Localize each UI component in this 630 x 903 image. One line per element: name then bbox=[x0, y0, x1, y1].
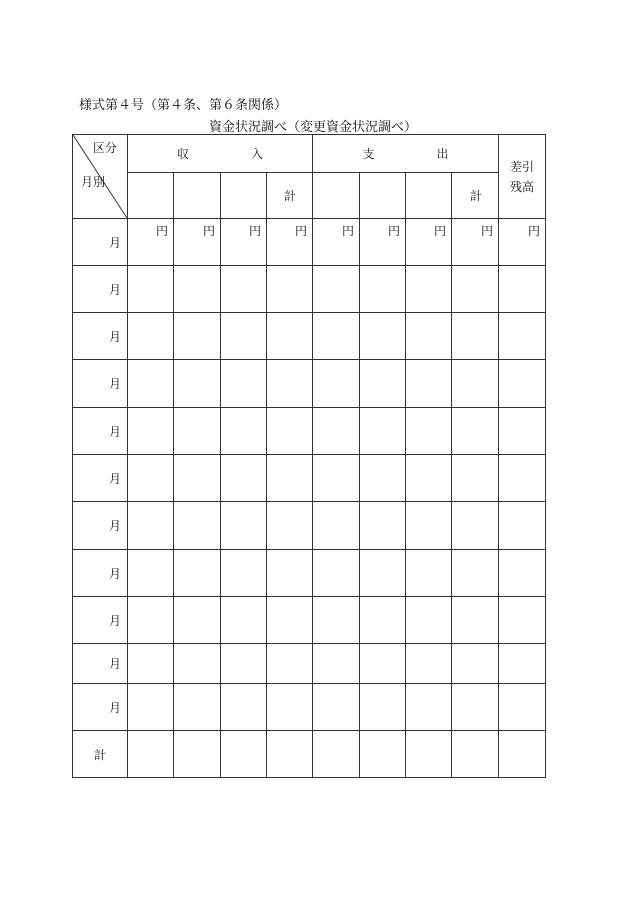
data-cell bbox=[174, 408, 221, 455]
month-row bbox=[73, 550, 546, 597]
data-cell bbox=[128, 408, 174, 455]
fund-status-table bbox=[72, 134, 546, 778]
data-cell bbox=[360, 731, 406, 778]
data-cell bbox=[313, 266, 360, 313]
data-cell bbox=[313, 684, 360, 731]
income-item-cell bbox=[174, 173, 221, 219]
data-cell bbox=[406, 597, 452, 644]
data-cell bbox=[406, 550, 452, 597]
data-cell bbox=[128, 597, 174, 644]
data-cell bbox=[128, 266, 174, 313]
data-cell bbox=[499, 313, 546, 360]
data-cell bbox=[499, 266, 546, 313]
data-cell bbox=[499, 360, 546, 408]
data-cell bbox=[221, 684, 267, 731]
month-label: 月 bbox=[73, 455, 128, 502]
data-cell bbox=[452, 360, 499, 408]
data-cell bbox=[313, 360, 360, 408]
unit-label: 円 bbox=[360, 219, 406, 266]
data-cell bbox=[313, 597, 360, 644]
unit-label: 円 bbox=[267, 219, 313, 266]
unit-label: 円 bbox=[221, 219, 267, 266]
data-cell bbox=[452, 313, 499, 360]
data-cell bbox=[406, 313, 452, 360]
data-cell bbox=[174, 313, 221, 360]
month-row bbox=[73, 684, 546, 731]
data-cell bbox=[128, 455, 174, 502]
data-cell bbox=[406, 455, 452, 502]
month-label: 月 bbox=[73, 360, 128, 408]
unit-label: 円 bbox=[128, 219, 174, 266]
month-label: 月 bbox=[73, 550, 128, 597]
header-row-1 bbox=[73, 135, 546, 173]
month-label: 月 bbox=[73, 313, 128, 360]
data-cell bbox=[174, 550, 221, 597]
data-cell bbox=[313, 455, 360, 502]
month-row bbox=[73, 408, 546, 455]
data-cell bbox=[174, 684, 221, 731]
data-cell bbox=[499, 502, 546, 550]
data-cell bbox=[267, 502, 313, 550]
income-item-cell bbox=[128, 173, 174, 219]
data-cell bbox=[267, 360, 313, 408]
data-cell bbox=[360, 408, 406, 455]
data-cell bbox=[128, 550, 174, 597]
income-header-char-2: 入 bbox=[251, 147, 264, 161]
data-cell bbox=[406, 644, 452, 684]
month-label: 月 bbox=[73, 684, 128, 731]
data-cell bbox=[360, 360, 406, 408]
data-cell bbox=[174, 731, 221, 778]
data-cell bbox=[267, 408, 313, 455]
data-cell bbox=[499, 597, 546, 644]
data-cell bbox=[406, 266, 452, 313]
corner-month-label: 月別 bbox=[81, 175, 106, 189]
income-item-cell bbox=[221, 173, 267, 219]
data-cell bbox=[313, 550, 360, 597]
month-row bbox=[73, 360, 546, 408]
data-cell bbox=[313, 502, 360, 550]
data-cell bbox=[221, 408, 267, 455]
balance-header-line-1: 差引 bbox=[510, 159, 535, 174]
data-cell bbox=[128, 313, 174, 360]
month-row bbox=[73, 597, 546, 644]
month-row bbox=[73, 455, 546, 502]
expense-subtotal-header: 計 bbox=[452, 173, 499, 219]
data-cell bbox=[452, 644, 499, 684]
data-cell bbox=[360, 313, 406, 360]
data-cell bbox=[221, 266, 267, 313]
total-row bbox=[73, 731, 546, 778]
data-cell bbox=[174, 266, 221, 313]
data-cell bbox=[360, 597, 406, 644]
data-cell bbox=[221, 502, 267, 550]
month-label: 月 bbox=[73, 597, 128, 644]
data-cell bbox=[406, 684, 452, 731]
data-cell bbox=[499, 408, 546, 455]
data-cell bbox=[452, 731, 499, 778]
data-cell bbox=[128, 360, 174, 408]
month-label: 月 bbox=[73, 266, 128, 313]
data-cell bbox=[360, 502, 406, 550]
data-cell bbox=[174, 455, 221, 502]
data-cell bbox=[499, 455, 546, 502]
data-cell bbox=[267, 455, 313, 502]
month-row bbox=[73, 219, 546, 266]
data-cell bbox=[499, 550, 546, 597]
data-cell bbox=[452, 266, 499, 313]
month-label: 月 bbox=[73, 219, 128, 266]
expense-item-cell bbox=[313, 173, 360, 219]
month-label: 月 bbox=[73, 408, 128, 455]
data-cell bbox=[174, 360, 221, 408]
unit-label: 円 bbox=[174, 219, 221, 266]
data-cell bbox=[499, 684, 546, 731]
total-label: 計 bbox=[73, 731, 128, 778]
corner-cell bbox=[73, 135, 128, 219]
data-cell bbox=[406, 731, 452, 778]
data-cell bbox=[267, 266, 313, 313]
month-label: 月 bbox=[73, 644, 128, 684]
data-cell bbox=[128, 644, 174, 684]
balance-header-line-2: 残高 bbox=[510, 179, 535, 194]
data-cell bbox=[221, 360, 267, 408]
data-cell bbox=[406, 502, 452, 550]
data-cell bbox=[360, 644, 406, 684]
data-cell bbox=[267, 597, 313, 644]
income-subtotal-header: 計 bbox=[267, 173, 313, 219]
data-cell bbox=[174, 502, 221, 550]
data-cell bbox=[221, 455, 267, 502]
table-body bbox=[73, 135, 546, 778]
unit-label: 円 bbox=[499, 219, 546, 266]
data-cell bbox=[313, 644, 360, 684]
corner-category-label: 区分 bbox=[92, 141, 117, 155]
expense-header bbox=[313, 135, 499, 173]
data-cell bbox=[221, 731, 267, 778]
month-row bbox=[73, 502, 546, 550]
data-cell bbox=[499, 731, 546, 778]
income-header-char-1: 収 bbox=[177, 147, 190, 161]
unit-label: 円 bbox=[406, 219, 452, 266]
data-cell bbox=[406, 408, 452, 455]
form-number: 様式第４号（第４条、第６条関係） bbox=[79, 98, 288, 113]
data-cell bbox=[452, 550, 499, 597]
data-cell bbox=[499, 644, 546, 684]
form-title: 資金状況調べ（変更資金状況調べ） bbox=[208, 120, 417, 135]
data-cell bbox=[452, 597, 499, 644]
data-cell bbox=[452, 408, 499, 455]
data-cell bbox=[221, 597, 267, 644]
balance-header bbox=[499, 135, 546, 219]
data-cell bbox=[452, 684, 499, 731]
data-cell bbox=[267, 684, 313, 731]
expense-item-cell bbox=[406, 173, 452, 219]
data-cell bbox=[174, 597, 221, 644]
data-cell bbox=[313, 408, 360, 455]
expense-header-char-1: 支 bbox=[362, 147, 375, 161]
data-cell bbox=[452, 455, 499, 502]
data-cell bbox=[128, 731, 174, 778]
month-label: 月 bbox=[73, 502, 128, 550]
data-cell bbox=[128, 502, 174, 550]
data-cell bbox=[267, 313, 313, 360]
month-row bbox=[73, 266, 546, 313]
unit-label: 円 bbox=[452, 219, 499, 266]
data-cell bbox=[360, 455, 406, 502]
data-cell bbox=[360, 684, 406, 731]
data-cell bbox=[452, 502, 499, 550]
unit-label: 円 bbox=[313, 219, 360, 266]
expense-item-cell bbox=[360, 173, 406, 219]
data-cell bbox=[221, 644, 267, 684]
data-cell bbox=[360, 266, 406, 313]
data-cell bbox=[313, 313, 360, 360]
data-cell bbox=[221, 550, 267, 597]
data-cell bbox=[128, 684, 174, 731]
income-header bbox=[128, 135, 313, 173]
expense-header-char-2: 出 bbox=[436, 147, 449, 161]
data-cell bbox=[221, 313, 267, 360]
month-row bbox=[73, 313, 546, 360]
data-cell bbox=[313, 731, 360, 778]
data-cell bbox=[406, 360, 452, 408]
data-cell bbox=[174, 644, 221, 684]
month-row bbox=[73, 644, 546, 684]
data-cell bbox=[267, 644, 313, 684]
header-row-2 bbox=[73, 173, 546, 219]
data-cell bbox=[267, 550, 313, 597]
data-cell bbox=[360, 550, 406, 597]
data-cell bbox=[267, 731, 313, 778]
